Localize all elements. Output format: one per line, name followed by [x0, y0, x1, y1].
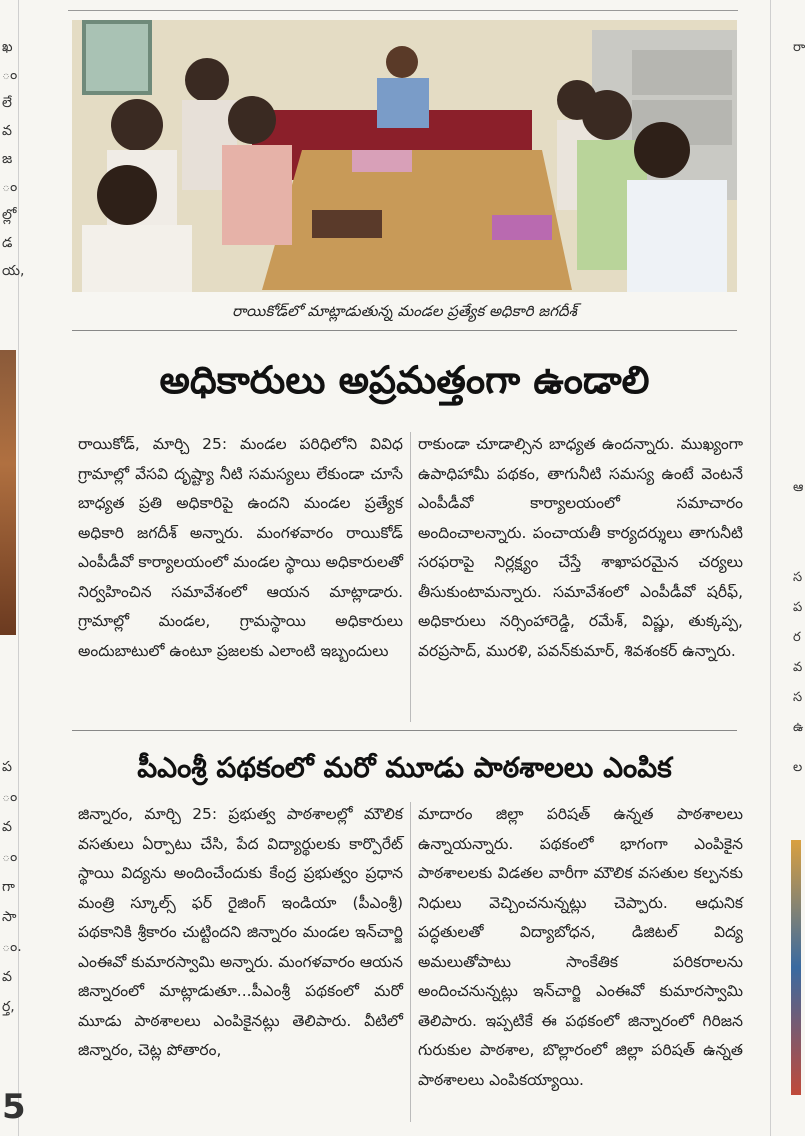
right-fragment: ల — [793, 760, 803, 775]
right-photo-strip — [791, 840, 801, 1095]
left-fragment: ం — [2, 179, 18, 195]
right-fragment: ఉ — [793, 720, 804, 735]
left-fragment: వ — [2, 969, 12, 985]
article-1-headline: అధికారులు అప్రమత్తంగా ఉండాలి — [159, 358, 650, 402]
right-fragment: రా — [793, 40, 805, 55]
left-fragment: డ — [2, 235, 13, 251]
column-rule — [410, 802, 411, 1122]
left-fragment: వ — [2, 819, 12, 835]
meeting-photo — [72, 20, 737, 292]
left-fragment: ం. — [2, 939, 22, 955]
left-photo-strip — [0, 350, 16, 635]
left-fragment: లే — [2, 95, 12, 111]
left-fragment: ర్త, — [2, 999, 15, 1015]
left-fragment: ప — [2, 759, 12, 775]
left-fragment: ల్లో — [2, 207, 17, 223]
photo-caption: రాయికోడ్‌లో మాట్లాడుతున్న మండల ప్రత్యేక అధికారి జగదీశ్‌ — [232, 302, 577, 320]
right-fragment: స — [793, 690, 803, 705]
article-2-headline: పీఎంశ్రీ పథకంలో మరో మూడు పాఠశాలలు ఎంపిక — [137, 751, 672, 784]
column-rule — [410, 432, 411, 722]
right-fragment: ఆ — [793, 480, 804, 495]
article-2-column-2: మాదారం జిల్లా పరిషత్‌ ఉన్నత పాఠశాలలు ఉన్నాయన్నారు. పథకంలో భాగంగా ఎంపికైన పాఠశాలలకు విడతల వారీగా మౌలిక వసతుల కల్పనకు నిధులు వెచ్చించనున్నట్లు చెప్పారు. ఆధునిక పద్ధతులతో విద్యాబోధన, డిజిటల్‌ విద్య అమలుతోపాటు సాంకేతిక పరికరాలను అందించనున్నట్లు ఇన్‌చార్జి ఎంఈవో కుమారస్వామి తెలిపారు. ఇప్పటికే ఈ పథకంలో జిన్నారంలో గిరిజన గురుకుల పాఠశాల, బొల్లారంలో జిల్లా పరిషత్‌ ఉన్నత పాఠశాలలు ఎంపికయ్యాయి. — [418, 805, 743, 1089]
left-fragment: వ — [2, 123, 12, 139]
left-fragment: గా — [2, 879, 15, 895]
article-1-column-1: రాయికోడ్‌, మార్చి 25: మండల పరిధిలోని వివిధ గ్రామాల్లో వేసవి దృష్ట్యా నీటి సమస్యలు లేకుండా చూసే బాధ్యత ప్రతి అధికారిపై ఉందని మండల ప్రత్యేక అధికారి జగదీశ్‌ అన్నారు. మంగళవారం రాయికోడ్‌ ఎంపీడీవో కార్యాలయంలో మండల స్థాయి అధికారులతో నిర్వహించిన సమావేశంలో ఆయన మాట్లాడారు. గ్రామాల్లో మండల, గ్రామస్థాయి అధికారులు అందుబాటులో ఉంటూ ప్రజలకు ఎలాంటి ఇబ్బందులు — [78, 435, 404, 660]
left-fragment: ం — [2, 849, 18, 865]
right-fragment: వ — [793, 660, 803, 675]
right-neighbor-column — [770, 0, 805, 1136]
right-fragment: స — [793, 570, 803, 585]
right-fragment: ప — [793, 600, 803, 615]
caption-divider — [72, 330, 737, 331]
left-fragment: ం — [2, 67, 18, 83]
left-fragment: ం — [2, 789, 18, 805]
article-1-column-2: రాకుండా చూడాల్సిన బాధ్యత ఉందన్నారు. ముఖ్యంగా ఉపాధిహామీ పథకం, తాగునీటి సమస్య ఉంటే వెంటనే ఎంపీడీవో కార్యాలయంలో సమాచారం అందించాలన్నారు. పంచాయతీ కార్యదర్శులు తాగునీటి సరఫరాపై నిర్లక్ష్యం చేస్తే శాఖాపరమైన చర్యలు తీసుకుంటామన్నారు. సమావేశంలో ఎంపీడీవో షరీఫ్‌, అధికారులు నర్సింహారెడ్డి, రమేశ్‌, విష్ణు, తుక్కప్ప, వరప్రసాద్‌, మురళి, పవన్‌కుమార్‌, శివశంకర్‌ ఉన్నారు. — [418, 435, 743, 660]
top-rule — [68, 10, 738, 11]
left-fragment: ఖ — [2, 39, 13, 55]
left-fragment: జ — [2, 151, 13, 167]
right-fragment: ర — [793, 630, 801, 645]
left-neighbor-column — [0, 0, 26, 1136]
left-fragment: 5 — [2, 1087, 26, 1127]
left-fragment: సా — [2, 909, 17, 925]
article-2-column-1: జిన్నారం, మార్చి 25: ప్రభుత్వ పాఠశాలల్లో మౌలిక వసతులు ఏర్పాటు చేసి, పేద విద్యార్థులకు కార్పొరేట్‌ స్థాయి విద్యను అందించేందుకు కేంద్ర ప్రభుత్వం ప్రధాన మంత్రి స్కూల్స్‌ ఫర్‌ రైజింగ్‌ ఇండియా (పీఎంశ్రీ) పథకానికి శ్రీకారం చుట్టిందని జిన్నారం మండల ఇన్‌చార్జి ఎంఈవో కుమారస్వామి అన్నారు. మంగళవారం ఆయన జిన్నారంలో మాట్లాడుతూ...పీఎంశ్రీ పథకంలో మరో మూడు పాఠశాలలు ఎంపికైనట్లు తెలిపారు. వీటిలో జిన్నారం, చెట్ల పోతారం, — [78, 805, 403, 1059]
left-fragment: య, — [2, 263, 25, 279]
article-divider — [72, 730, 737, 731]
